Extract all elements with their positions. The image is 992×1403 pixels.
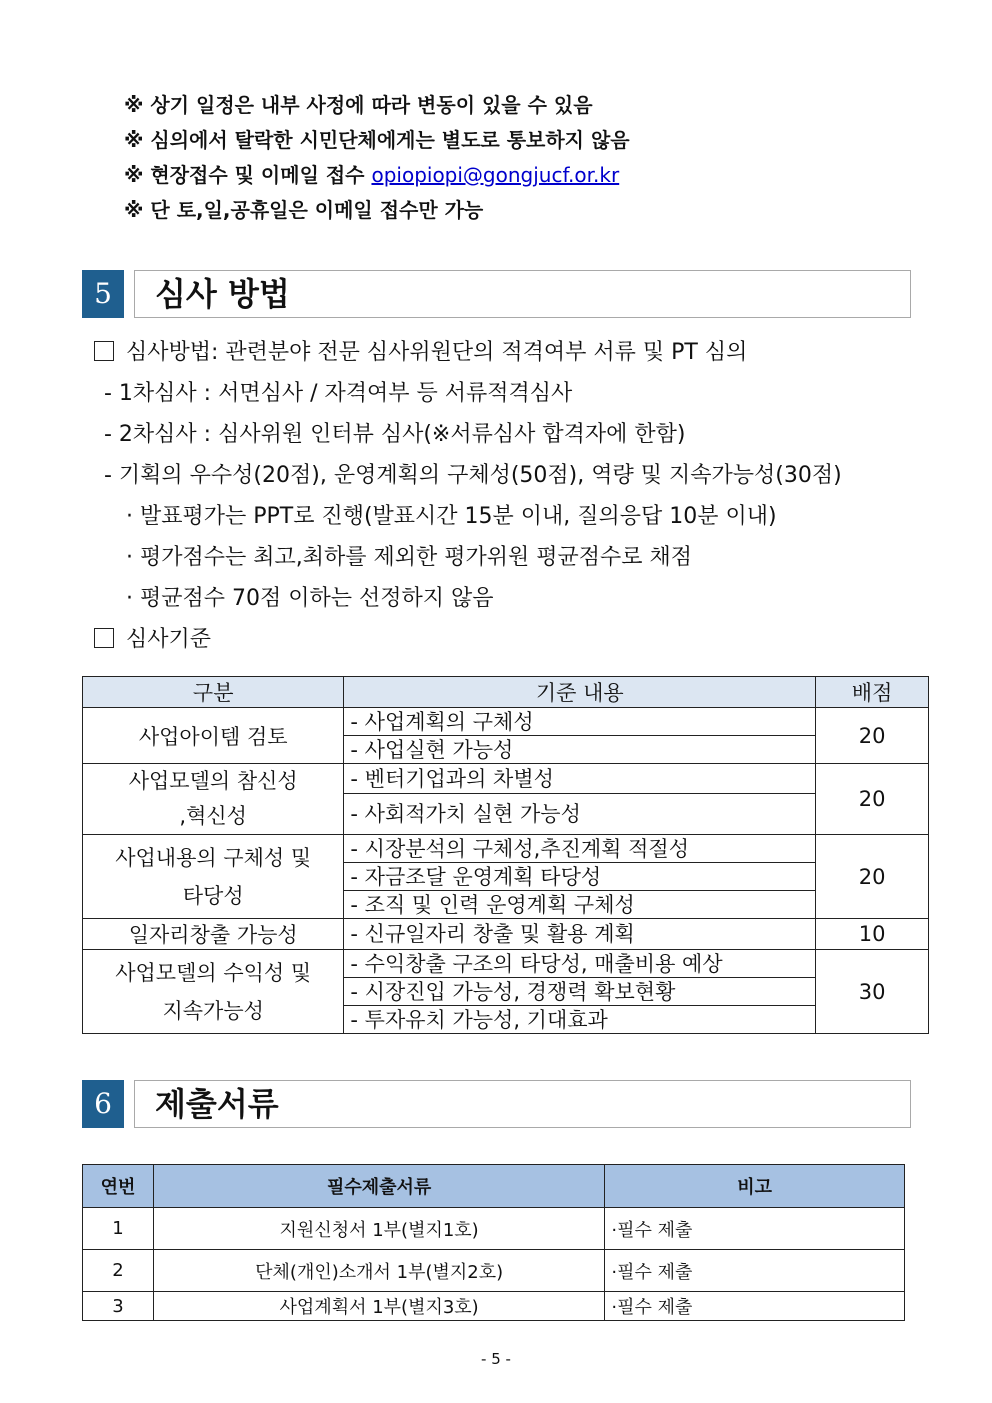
header-note: 비고 (605, 1165, 905, 1208)
category-cell: 일자리창출 가능성 (83, 919, 344, 950)
doc-note: ·필수 제출 (605, 1208, 905, 1250)
criteria-item: - 벤터기업과의 차별성 (344, 764, 816, 794)
section-6-header (82, 1080, 911, 1128)
bullet-presentation: · 발표평가는 PPT로 진행(발표시간 15분 이내, 질의응답 10분 이내) (126, 504, 777, 529)
notice-list (124, 88, 630, 228)
section-5-number: 5 (82, 270, 124, 318)
second-review: - 2차심사 : 심사위원 인터뷰 심사(※서류심사 합격자에 한함) (104, 422, 686, 447)
table-row (83, 764, 929, 794)
header-content: 기준 내용 (344, 677, 816, 708)
doc-note: ·필수 제출 (605, 1292, 905, 1321)
score-cell: 20 (816, 764, 929, 835)
header-no: 연번 (83, 1165, 154, 1208)
criteria-item: - 투자유치 가능성, 기대효과 (344, 1006, 816, 1034)
standards-label: 심사기준 (126, 627, 212, 652)
criteria-table (82, 676, 929, 1034)
score-cell: 30 (816, 950, 929, 1034)
category-line: 사업모델의 수익성 및 (115, 960, 312, 985)
section-6-title-box (134, 1080, 911, 1128)
score-cell: 20 (816, 835, 929, 919)
doc-name: 단체(개인)소개서 1부(별지2호) (153, 1250, 604, 1292)
doc-note: ·필수 제출 (605, 1250, 905, 1292)
bullet-scoring: · 평가점수는 최고,최하를 제외한 평가위원 평균점수로 채점 (126, 545, 692, 570)
table-row (83, 1292, 905, 1321)
documents-header-row (83, 1165, 905, 1208)
table-row (83, 1250, 905, 1292)
score-cell: 10 (816, 919, 929, 950)
method-line-text: 심사방법: 관련분야 전문 심사위원단의 적격여부 서류 및 PT 심의 (126, 340, 748, 365)
category-line: ,혁신성 (179, 804, 247, 828)
first-review: - 1차심사 : 서면심사 / 자격여부 등 서류적격심사 (104, 381, 573, 406)
notice-holiday: ※ 단 토,일,공휴일은 이메일 접수만 가능 (124, 198, 484, 222)
table-row (83, 708, 929, 736)
doc-number: 3 (83, 1292, 154, 1321)
doc-name: 사업계획서 1부(별지3호) (153, 1292, 604, 1321)
criteria-item: - 시장진입 가능성, 경쟁력 확보현황 (344, 978, 816, 1006)
header-category: 구분 (83, 677, 344, 708)
doc-name: 지원신청서 1부(별지1호) (153, 1208, 604, 1250)
email-link[interactable]: opiopiopi@gongjucf.or.kr (371, 163, 620, 187)
method-line (94, 332, 842, 373)
category-line: 사업내용의 구체성 및 (115, 845, 312, 870)
criteria-item: - 수익창출 구조의 타당성, 매출비용 예상 (344, 950, 816, 978)
review-method-body (94, 332, 842, 660)
criteria-weights: - 기획의 우수성(20점), 운영계획의 구체성(50점), 역량 및 지속가능성(30점) (104, 463, 842, 488)
section-6-title: 제출서류 (155, 1085, 279, 1123)
criteria-item: - 조직 및 인력 운영계획 구체성 (344, 891, 816, 919)
section-5-header (82, 270, 911, 318)
table-row (83, 919, 929, 950)
table-row (83, 835, 929, 863)
header-score: 배점 (816, 677, 929, 708)
criteria-item: - 사업계획의 구체성 (344, 708, 816, 736)
criteria-item: - 사회적가치 실현 가능성 (344, 794, 816, 835)
notice-submission-text: ※ 현장접수 및 이메일 접수 (124, 163, 372, 187)
checkbox-square-icon (94, 628, 114, 648)
category-line: 사업모델의 참신성 (128, 769, 298, 793)
notice-submission (124, 158, 630, 193)
table-row (83, 1208, 905, 1250)
page-number: - 5 - (481, 1350, 511, 1368)
category-cell (83, 950, 344, 1034)
category-cell (83, 764, 344, 835)
standards-line (94, 619, 842, 660)
section-5-title: 심사 방법 (155, 275, 290, 313)
section-6-number: 6 (82, 1080, 124, 1128)
criteria-item: - 시장분석의 구체성,추진계획 적절성 (344, 835, 816, 863)
criteria-item: - 사업실현 가능성 (344, 736, 816, 764)
header-document: 필수제출서류 (153, 1165, 604, 1208)
notice-schedule: ※ 상기 일정은 내부 사정에 따라 변동이 있을 수 있음 (124, 93, 593, 117)
category-line: 지속가능성 (162, 998, 264, 1023)
doc-number: 2 (83, 1250, 154, 1292)
category-line: 타당성 (182, 883, 244, 908)
documents-table (82, 1164, 905, 1321)
section-5-title-box (134, 270, 911, 318)
category-cell: 사업아이템 검토 (83, 708, 344, 764)
table-row (83, 950, 929, 978)
category-cell (83, 835, 344, 919)
checkbox-square-icon (94, 341, 114, 361)
criteria-header-row (83, 677, 929, 708)
bullet-threshold: · 평균점수 70점 이하는 선정하지 않음 (126, 586, 494, 611)
doc-number: 1 (83, 1208, 154, 1250)
criteria-item: - 자금조달 운영계획 타당성 (344, 863, 816, 891)
score-cell: 20 (816, 708, 929, 764)
notice-rejection: ※ 심의에서 탈락한 시민단체에게는 별도로 통보하지 않음 (124, 128, 630, 152)
criteria-item: - 신규일자리 창출 및 활용 계획 (344, 919, 816, 950)
